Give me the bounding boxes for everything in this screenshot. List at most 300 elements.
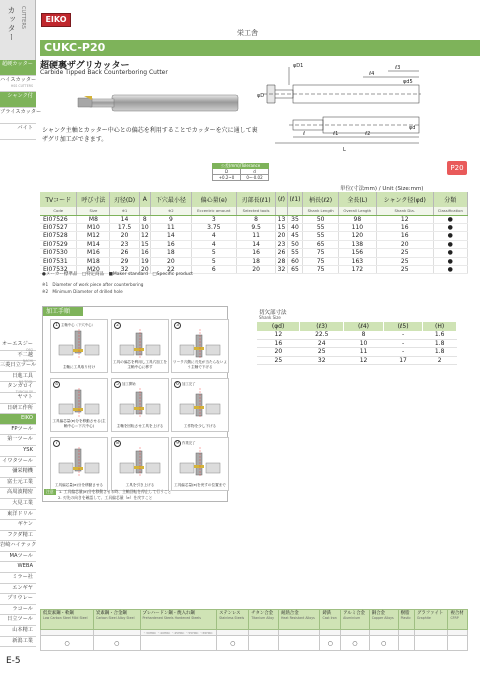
process-step [111,437,169,491]
side-tab[interactable] [0,340,36,351]
table-cell: 1.6 [423,331,457,339]
table-cell: 23 [110,240,139,248]
side-tab[interactable] [0,108,42,124]
side-tab[interactable] [0,435,36,446]
tool-photo [76,92,240,114]
table-cell: M20 [77,265,110,273]
material-name: 樹脂 [400,611,410,616]
table-cell: 28 [277,257,286,265]
table-cell: 11 [151,223,192,231]
material-name: アルミ合金 [343,611,365,616]
table-cell: 23 [277,240,286,248]
label-phi-d1: φD1 [293,63,304,69]
step-caption: 工具の偏芯を利用し工具穴加工を主軸中心に移す [113,360,167,369]
side-tab[interactable] [0,76,36,92]
side-tab[interactable] [0,520,36,531]
table-cell: 15 [141,240,149,248]
column-header: 呼び寸法 [77,192,110,207]
table-row [40,240,468,248]
table-cell: 16 [236,249,275,257]
side-tab-label: 高周波精密 [7,489,33,496]
step-number: 2 [114,322,121,329]
process-step [50,378,108,432]
table-cell: 16 [376,223,433,231]
step-label: 加工完了 [182,382,196,386]
step-caption: 工作物を少し下げる [183,424,217,428]
table-cell: 20 [376,240,433,248]
material-header [448,610,468,630]
table-cell: 18 [151,249,192,257]
table-cell: ● [433,215,467,223]
table-cell: 20 [141,265,149,273]
table-cell: 50 [303,215,339,223]
side-nav-top [0,60,42,140]
unit-note: 単位(寸法mm) / Unit (Size:mm) [340,186,424,192]
label-phi-d5: φd5 [403,79,413,85]
label-phi-d: φd [409,125,416,131]
process-note: 2. 刃先の向きを確認して、工具偏芯量（e）を戻すこと [58,494,153,500]
table-cell: 17 [383,356,423,365]
footnotes [42,281,143,295]
table-cell: 75 [303,257,339,265]
table-cell: M18 [77,257,110,265]
tolerance-col: d [241,169,269,175]
table-cell: EI07529 [40,240,77,248]
table-cell: 35 [287,215,303,223]
table-cell: 12 [141,232,149,240]
material-header [341,610,370,630]
table-cell: 16 [257,339,300,348]
material-name-en: Carbon Steel Alloy Steel [96,616,135,621]
table-cell: 1.8 [423,348,457,357]
material-header [217,610,249,630]
page-number: E-5 [6,656,21,666]
side-tab[interactable] [0,92,36,108]
table-cell: 14 [151,232,192,240]
side-tab-label: 大見工業 [12,499,33,506]
table-cell: 17.5 [110,223,139,231]
side-tab-label: 山本精工 [12,627,33,634]
table-cell: 22.5 [300,331,344,339]
material-name: 鋳鉄 [322,611,332,616]
footnote: ※2 Minimum Diameter of drilled hole [42,289,123,294]
table-cell: EI07528 [40,232,77,240]
table-cell: 32 [110,265,139,273]
side-tab[interactable] [0,467,36,478]
side-tab[interactable] [0,124,36,140]
material-name: 複合材 [450,611,464,616]
table-cell: 13 [277,215,286,223]
label-l4: ℓ4 [369,71,375,77]
material-name: 炭素鋼・合金鋼 [96,611,127,616]
step-caption: ワーク穴側に刃先が当たらないよう主軸で下げる [173,360,227,369]
material-name-en: Plastic [400,616,411,621]
material-name: 耐熱合金 [281,611,299,616]
side-tab-sublabel: NS TOOL [18,379,33,384]
material-name-en: Copper Alloys [371,616,394,621]
step-caption: 主軸を回転させ工具を上げる [116,424,164,428]
table-cell: 75 [303,249,339,257]
table-cell: 26 [110,249,139,257]
material-header [41,610,94,630]
table-cell: 11 [236,232,275,240]
side-tab[interactable] [0,573,36,584]
column-header: 下穴最小径 [151,192,192,207]
column-header: A [139,192,150,207]
table-cell: M8 [77,215,110,223]
table-cell: - [383,339,423,348]
column-subheader: ※2 [151,207,192,215]
material-mark: ○ [217,636,249,651]
dimension-drawing [253,55,423,155]
side-tab-label: バイト [17,125,33,131]
table-cell: 60 [287,257,303,265]
brand-logo: EIKO [41,13,71,27]
category-tab-sublabel: CUTTERS [20,6,26,29]
side-tab-label: YSK [23,446,33,453]
process-step [171,437,229,491]
side-tab-label: ギケン [17,521,33,528]
table-cell: 24 [300,339,344,348]
material-name-en: Low Carbon Steel Mild Steel [43,616,88,621]
table-cell: 3 [191,215,236,223]
note-tag: 注意 [46,489,54,494]
table-cell: 4 [191,240,236,248]
step-caption: 工具偏芯量(e)分を移動させる [54,483,104,487]
step-number: 4 [53,381,60,388]
side-tab-sublabel: OSG [25,348,33,352]
material-table [40,609,468,651]
table-cell: 29 [110,257,139,265]
process-step [50,319,108,373]
material-name: 低炭素鋼・軟鋼 [43,611,74,616]
table-cell: 20 [151,257,192,265]
column-header: 分類 [433,192,467,207]
material-name-en: Titanium Alloy [251,616,275,621]
material-mark [414,636,447,651]
table-cell: 16 [141,249,149,257]
column-header: (ℓ1) [287,192,303,207]
legend: ●メーカー標準品 □特定商品 ■Maker standard □Specific product [42,272,193,277]
table-cell: 22 [151,265,192,273]
side-tab-label: EIKO [20,415,33,422]
step-illustration [120,447,160,477]
table-cell: 8 [139,215,150,223]
material-mark [140,636,217,651]
step-illustration [180,388,220,418]
side-tab[interactable] [0,425,36,436]
side-tab-label: シャンク付 [7,93,33,99]
side-tab[interactable] [0,594,36,605]
table-row [257,348,457,357]
spec-table [40,192,468,274]
step-caption: 主軸に工具取り付け [62,365,96,369]
table-cell: ● [433,240,467,248]
product-description: シャンク主軸とカッター中心との偏芯を利用することでカッターを穴に通して裏ザグリ加工ができます。 [42,127,258,143]
table-cell: 10 [344,339,384,348]
column-header: (φd) [257,322,300,331]
table-cell: 55 [303,223,339,231]
side-tab-label: オーエスジー [1,341,33,347]
table-cell: 75 [303,265,339,273]
table-cell: 20 [110,232,139,240]
material-mark [249,636,279,651]
step-number: 1 [53,322,60,329]
table-cell: 11 [344,348,384,357]
step-illustration [120,388,160,418]
material-header [369,610,398,630]
table-cell: 32 [300,356,344,365]
material-header [279,610,320,630]
side-tab[interactable] [0,372,36,383]
table-row [40,249,468,257]
label-L: L [343,147,346,153]
table-cell: 9 [151,215,192,223]
side-tab[interactable] [0,510,36,521]
side-tab[interactable] [0,478,36,489]
side-tab-label: 超硬カッター [1,61,33,67]
tolerance-col: D [213,169,241,175]
material-name-en: Graphite [416,616,431,621]
table-cell: 16 [376,232,433,240]
label-l: ℓ [303,131,306,137]
material-name-en: Stainless Steels [219,616,245,621]
maker-label: 栄工舎 [237,29,258,37]
material-header [94,610,141,630]
side-tab[interactable] [0,60,36,76]
table-row [257,339,457,348]
side-tab-label: フクダ精工 [7,531,33,538]
material-header [320,610,341,630]
column-subheader: ※1 [110,207,139,215]
table-cell: 9.5 [236,223,275,231]
table-cell: EI07527 [40,223,77,231]
tolerance-box [212,163,269,181]
column-subheader [287,207,303,215]
side-tab-label: イワタツール [2,457,33,464]
table-row [40,223,468,231]
category-tab[interactable] [0,0,36,60]
table-cell: M12 [77,232,110,240]
table-cell: - [383,331,423,339]
side-tab-label: 日研工作所 [7,404,33,411]
step-number: 8 [114,440,121,447]
side-tab[interactable] [0,457,36,468]
table-cell: 163 [338,257,376,265]
side-tab-sublabel: HSS CUTTERS [10,84,33,88]
side-tab-label: WEBA [17,563,33,570]
side-tab-label: FPツール [11,425,33,432]
step-caption: 工具偏芯量(e)分を移動させる(主軸中心＝下穴中心) [52,419,106,428]
table-cell: 65 [303,240,339,248]
table-row [257,331,457,339]
side-tab-label: タンガロイ [7,383,33,390]
table-cell: 12 [257,331,300,339]
step-illustration [59,329,99,359]
process-step [171,378,229,432]
side-tab-label: 三菱日立ツール [0,362,37,369]
table-cell: 32 [277,265,286,273]
table-cell: 25 [257,356,300,365]
table-cell: EI07532 [40,265,77,273]
side-tab-label: 富士元工業 [7,478,33,485]
side-tab[interactable] [0,361,36,372]
table-cell: 5 [191,257,236,265]
side-tab[interactable] [0,637,36,648]
cut-table-title: 切欠部寸法 [259,310,287,316]
tolerance-value: +0.2~0 [213,175,241,181]
table-cell: M16 [77,249,110,257]
table-cell: 5 [191,249,236,257]
column-subheader: Selected tools [236,207,275,215]
table-cell: 172 [338,265,376,273]
table-cell: 138 [338,240,376,248]
table-cell: 20 [257,348,300,357]
table-row [40,215,468,223]
side-tab[interactable] [0,562,36,573]
table-cell: 110 [338,223,376,231]
cut-table [257,322,457,365]
step-illustration [120,329,160,359]
process-step [111,378,169,432]
column-subheader: Shank Dia. [376,207,433,215]
grade-badge: P20 [447,161,467,175]
step-caption: 工具偏芯量(e)を戻すの位置まで [174,483,226,487]
hardness-range: 〜30HRC [143,630,157,635]
product-title-en: Carbide Tipped Back Counterboring Cutter [40,69,168,76]
material-header [414,610,447,630]
table-cell: 25 [376,257,433,265]
side-tab-label: MAツール [9,552,33,559]
column-header: (ℓ5) [383,322,423,331]
column-header: (ℓ) [276,192,287,207]
step-number: 3 [174,322,181,329]
material-name: チタン合金 [251,611,274,616]
material-name-en: Heat Resistant Alloys [281,616,315,621]
material-name: ステンレス [219,611,241,616]
side-tab-label: 東洋ドリル [7,510,33,517]
table-cell: ● [433,223,467,231]
side-tab[interactable] [0,615,36,626]
table-cell: 25 [300,348,344,357]
material-mark [398,636,414,651]
step-caption: 工具を引き上げる [125,483,155,487]
process-title: 加工手順 [43,307,83,316]
step-label: 主軸中心（下穴中心） [61,323,95,327]
hardness-range: 〜55HRC [185,630,199,635]
side-tab[interactable] [0,605,36,616]
step-number: 9 [174,440,181,447]
column-header: (ℓ3) [300,322,344,331]
side-tab-label: 不二越 [17,351,33,358]
material-name-en: CFRP [450,616,459,621]
table-row [40,257,468,265]
column-subheader: Classification [433,207,467,215]
table-cell: 45 [287,232,303,240]
material-header [398,610,414,630]
column-subheader [139,207,150,215]
table-cell: EI07531 [40,257,77,265]
step-number: 5 [114,381,121,388]
side-tab[interactable] [0,404,36,415]
step-number: 6 [174,381,181,388]
step-illustration [180,329,220,359]
process-notes [44,489,171,500]
side-tab[interactable] [0,531,36,542]
material-name-en: Prehardened Steels Hardened Steels [142,616,201,621]
table-cell: 50 [287,240,303,248]
hardness-range: 〜45HRC [171,630,185,635]
material-name: グラファイト [416,611,444,616]
table-cell: 40 [287,223,303,231]
side-tab-label: ヤマト [17,393,33,400]
table-cell: M14 [77,240,110,248]
table-cell: 12 [344,356,384,365]
side-tab[interactable] [0,626,36,637]
side-tab[interactable] [0,584,36,595]
label-l2: ℓ2 [365,131,371,137]
table-cell: 14 [236,240,275,248]
table-cell: ● [433,232,467,240]
footnote: ※1 Diameter of work piece after counterboring [42,282,144,287]
side-tab-label: ミラー社 [12,574,33,581]
side-tab-label: ブライスカッター [0,109,42,115]
table-cell: 120 [338,232,376,240]
material-mark [448,636,468,651]
side-tab[interactable] [0,446,36,457]
side-tab[interactable] [0,414,36,425]
step-label: 加工開始 [122,382,136,386]
side-tab[interactable] [0,393,36,404]
side-tab[interactable] [0,488,36,499]
product-title-jp: 超硬裏ザグリカッター [40,61,130,71]
table-cell: 6 [191,265,236,273]
side-tab-label: 第一ツール [7,436,33,443]
side-tab[interactable] [0,351,36,362]
table-cell: ● [433,249,467,257]
material-name-en: Cast Iron [322,616,337,621]
side-nav-makers [0,340,36,647]
side-tab[interactable] [0,541,36,552]
table-cell: 20 [277,232,286,240]
table-cell: 65 [287,265,303,273]
table-cell: - [383,348,423,357]
side-tab[interactable] [0,552,36,563]
table-cell: 156 [338,249,376,257]
hardness-range: 〜40HRC [157,630,171,635]
table-cell: 8 [344,331,384,339]
side-tab-label: エンギヤ [12,584,33,591]
table-cell: ● [433,257,467,265]
label-l3: ℓ3 [395,65,401,71]
process-step [50,437,108,491]
table-cell: 16 [151,240,192,248]
side-tab-label: 新潟工業 [12,637,33,644]
side-tab[interactable] [0,499,36,510]
table-row [257,356,457,365]
column-header: 刃部長(ℓ1) [236,192,275,207]
table-cell: 55 [287,249,303,257]
column-header: (ℓ4) [344,322,384,331]
column-header: シャンク径(φd) [376,192,433,207]
side-tab-label: 日立ツール [7,616,33,623]
category-tab-label: カッター [7,6,16,42]
table-cell: 18 [236,257,275,265]
material-name: 銅合金 [371,611,385,616]
material-name: プレハードン鋼・焼入れ鋼 [142,611,195,616]
column-subheader: Size [77,207,110,215]
table-row [40,232,468,240]
